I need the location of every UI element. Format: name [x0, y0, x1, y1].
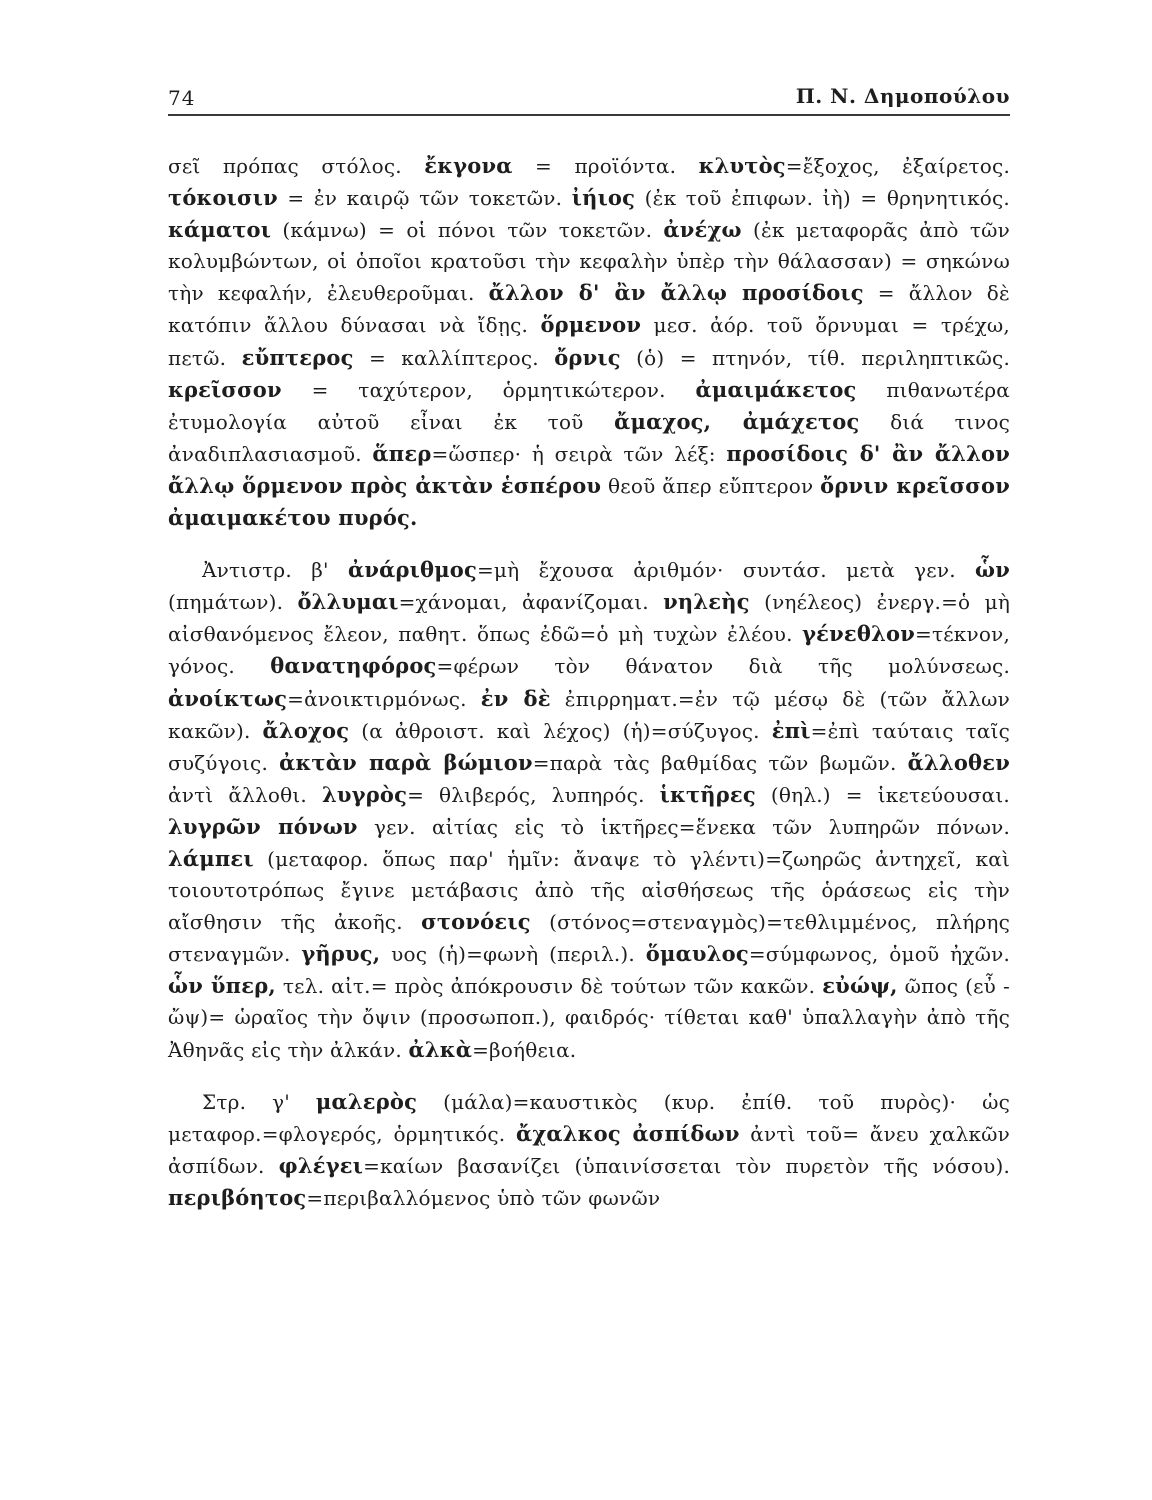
gloss-text: ἀντὶ τοῦ= ἄνευ χαλκῶν ἀσπίδων. [168, 1121, 1011, 1178]
gloss-text: μεσ. ἀόρ. τοῦ ὄρνυμαι = τρέχω, πετῶ. [168, 313, 1010, 370]
gloss-text: (νηέλεος) ἐνεργ.=ὁ μὴ αἰσθανόμενος ἔλεον, παθητ. ὅπως ἐδῶ=ὁ μὴ τυχὼν ἐλέου. [168, 590, 1011, 647]
headword: ὧν ὕπερ, [168, 973, 276, 999]
gloss-text: =ὥσπερ· ἡ σειρὰ τῶν λέξ: [431, 441, 727, 466]
headword: τόκοισιν [168, 185, 278, 211]
gloss-text: ἀντὶ ἄλλοθι. [168, 782, 322, 807]
gloss-text: =περιβαλλόμενος ὑπὸ τῶν φωνῶν [306, 1185, 661, 1210]
headword: προσίδοις δ' ἂν ἄλλον ἄλλῳ ὅρμενον πρὸς ἀκτὰν ἑσπέρου [168, 440, 1011, 498]
paragraph-commentary-1 [168, 150, 1010, 534]
gloss-text: =παρὰ τὰς βαθμίδας τῶν βωμῶν. [532, 750, 908, 775]
gloss-text: ἅπερ εὔπτερον [662, 473, 814, 498]
headword: περιβόητος [168, 1184, 307, 1210]
gloss-text: θεοῦ [601, 473, 663, 498]
gloss-text: (ἐκ τοῦ ἐπιφων. ἰὴ) = θρηνητικός. [635, 186, 1010, 211]
headword: νηλεὴς [663, 589, 750, 615]
headword: ἀνέχω [663, 217, 742, 243]
page-number: 74 [168, 86, 196, 110]
page-body [168, 150, 1010, 1234]
headword: ὧν [975, 557, 1010, 583]
headword: ἄλλον δ' ἂν ἄλλῳ προσίδοις [488, 280, 864, 306]
gloss-text: (ἐκ μεταφορᾶς ἀπὸ τῶν κολυμβώντων, οἱ ὁποῖοι κρατοῦσι τὴν κεφαλὴν ὑπὲρ τὴν θάλασσαν) = σηκώνω τὴν κεφαλήν, ἐλευθεροῦμαι. [168, 218, 1011, 306]
headword: ἅπερ [372, 440, 432, 466]
gloss-text: (ὁ) = πτηνόν, τίθ. περιληπτικῶς. [620, 345, 1010, 370]
headword: εὐώψ, [822, 973, 898, 999]
headword: ἐπὶ [771, 717, 811, 743]
gloss-text: =καίων βασανίζει (ὑπαινίσσεται τὸν πυρετὸν τῆς νόσου). [363, 1153, 1011, 1178]
gloss-text: τελ. αἰτ.= πρὸς ἀπόκρουσιν δὲ τούτων τῶν κακῶν. [275, 974, 823, 999]
headword: ἔκγονα [424, 153, 513, 178]
headword: γῆρυς, [301, 941, 381, 967]
gloss-text: (α ἀθροιστ. καὶ λέχος) (ἡ)=σύζυγος. [349, 718, 772, 743]
headword: γένεθλον [802, 621, 915, 647]
headword: λυγρὸς [321, 781, 408, 807]
paragraph-strophe-c [168, 1086, 1010, 1214]
headword: ἀκτὰν παρὰ βώμιον [279, 749, 533, 775]
headword: εὔπτερος [241, 344, 354, 370]
headword: ὄρνις [554, 344, 621, 370]
gloss-text: (μεταφορ. ὅπως παρ' ἡμῖν: ἄναψε τὸ γλέντι)=ζωηρῶς ἀντηχεῖ, καὶ τοιουτοτρόπως ἔγινε μετάβασις ἀπὸ τῆς αἰσθήσεως τῆς ὁράσεως εἰς τὴν αἴσθησιν τῆς ἀκοῆς. [168, 846, 1010, 935]
gloss-text: (θηλ.) = ἱκετεύουσαι. [755, 782, 1010, 807]
headword: κάματοι [168, 217, 272, 243]
headword: ἱκτῆρες [659, 781, 756, 807]
gloss-text: =ἔξοχος, ἐξαίρετος. [785, 154, 1010, 178]
paragraph-antistrophe-b [168, 554, 1010, 1066]
gloss-text: = καλλίπτερος. [353, 345, 555, 370]
headword: ἀνάριθμος [347, 557, 477, 583]
page-header [168, 74, 1010, 116]
headword: κρεῖσσον [168, 376, 282, 402]
gloss-text: =σύμφωνος, ὁμοῦ ἠχῶν. [748, 942, 1011, 967]
headword: ὄλλυμαι [297, 589, 399, 615]
running-head: Π. Ν. Δημοπούλου [795, 84, 1010, 108]
gloss-text: =φέρων τὸν θάνατον διὰ τῆς μολύνσεως. [436, 654, 1010, 679]
gloss-text: = προϊόντα. [512, 154, 699, 178]
gloss-text: =τέκνον, γόνος. [168, 622, 1010, 679]
gloss-text: (στόνος=στεναγμὸς)=τεθλιμμένος, πλήρης στεναγμῶν. [168, 910, 1010, 967]
headword: λάμπει [168, 845, 254, 871]
headword: ὄρνιν κρεῖσσον ἀμαιμακέτου πυρός. [168, 472, 1010, 531]
headword: ἐν δὲ [480, 685, 551, 711]
headword: θανατηφόρος [270, 653, 437, 679]
gloss-text: =μὴ ἔχουσα ἀριθμόν· συντάσ. μετὰ γεν. [476, 558, 976, 583]
headword: κλυτὸς [698, 153, 786, 178]
headword: στονόεις [421, 909, 531, 935]
gloss-text: υος (ἡ)=φωνὴ (περιλ.). [380, 942, 646, 967]
gloss-text: = ταχύτερον, ὁρμητικώτερον. [281, 377, 696, 402]
headword: ἰήιος [571, 185, 636, 211]
gloss-text: =χάνομαι, ἀφανίζομαι. [398, 590, 664, 615]
headword: ἀλκὰ [408, 1036, 473, 1062]
headword: λυγρῶν πόνων [168, 813, 358, 839]
headword: ὅμαυλος [645, 941, 749, 967]
gloss-text: ἐπιρρηματ.=ἐν τῷ μέσῳ δὲ (τῶν ἄλλων κακῶν). [168, 686, 1011, 743]
gloss-text: = ἐν καιρῷ τῶν τοκετῶν. [277, 186, 572, 211]
headword: ἄλλοθεν [907, 749, 1010, 775]
gloss-text: =ἐπὶ ταύταις ταῖς συζύγοις. [168, 718, 1011, 775]
gloss-text: (μάλα)=καυστικὸς (κυρ. ἐπίθ. τοῦ πυρὸς)· ὡς μεταφορ.=φλογερός, ὁρμητικός. [168, 1089, 1010, 1146]
headword: ὅρμενον [540, 312, 642, 338]
gloss-text: γεν. αἰτίας εἰς τὸ ἱκτῆρες=ἕνεκα τῶν λυπηρῶν πόνων. [357, 814, 1010, 839]
gloss-text: (κάμνω) = οἱ πόνοι τῶν τοκετῶν. [271, 218, 664, 243]
headword: ἄχαλκος ἀσπίδων [516, 1120, 740, 1146]
headword: φλέγει [278, 1152, 364, 1178]
headword: ἀμαιμάκετος [695, 376, 857, 402]
gloss-text: =βοήθεια. [472, 1037, 577, 1062]
headword: μαλερὸς [315, 1088, 418, 1114]
gloss-text: (πημάτων). [168, 590, 298, 615]
gloss-text: = ἄλλον δὲ κατόπιν ἄλλου δύνασαι νὰ ἴδῃς. [168, 281, 1010, 338]
headword: ἄμαχος, ἀμάχετος [614, 408, 860, 434]
gloss-text: Στρ. γ' [202, 1089, 316, 1114]
headword: ἄλοχος [262, 717, 350, 743]
gloss-text: σεῖ πρόπας στόλος. [168, 154, 425, 178]
gloss-text: πιθανωτέρα ἐτυμολογία αὐτοῦ εἶναι ἐκ τοῦ [168, 377, 1011, 434]
gloss-text: =ἀνοικτιρμόνως. [287, 686, 481, 711]
gloss-text: ῶπος (εὖ - ὤψ)= ὡραῖος τὴν ὄψιν (προσωποπ.), φαιδρός· τίθεται καθ' ὑπαλλαγὴν ἀπὸ τῆς Ἀθηνᾶς εἰς τὴν ἀλκάν. [168, 974, 1010, 1062]
headword: ἀνοίκτως [168, 685, 288, 711]
gloss-text: διά τινος ἀναδιπλασιασμοῦ. [168, 409, 1010, 466]
gloss-text: Ἀντιστρ. β' [202, 558, 348, 583]
gloss-text: = θλιβερός, λυπηρός. [407, 782, 660, 807]
